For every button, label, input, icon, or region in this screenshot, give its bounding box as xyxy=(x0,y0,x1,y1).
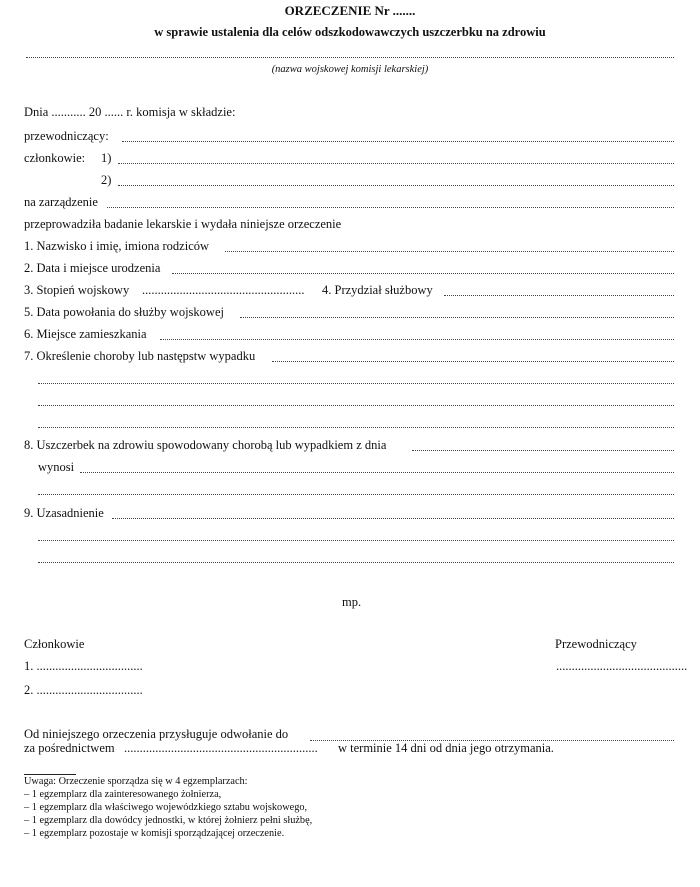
field-4-label: 4. Przydział służbowy xyxy=(322,283,436,298)
note-divider xyxy=(24,774,76,775)
field-8-label: 8. Uszczerbek na zdrowiu spowodowany chorobą lub wypadkiem z dnia xyxy=(24,438,389,453)
members-label: członkowie: xyxy=(24,151,86,165)
document-subtitle: w sprawie ustalenia dla celów odszkodowawczych uszczerbku na zdrowiu xyxy=(154,25,546,39)
field-3-label: 3. Stopień wojskowy xyxy=(24,283,130,297)
intermediary-field[interactable]: .............................................................. xyxy=(124,741,318,755)
injury-date-field[interactable] xyxy=(412,450,674,451)
appeal-line2-start: za pośrednictwem xyxy=(24,741,115,755)
member1-field[interactable] xyxy=(118,163,674,164)
field-6-label: 6. Miejsce zamieszkania xyxy=(24,327,150,342)
assignment-field[interactable] xyxy=(444,295,674,296)
field-2-label: 2. Data i miejsce urodzenia xyxy=(24,261,163,276)
residence-field[interactable] xyxy=(160,339,674,340)
field-1-label: 1. Nazwisko i imię, imiona rodziców xyxy=(24,239,212,254)
member1-signature[interactable]: 1. .................................. xyxy=(24,659,143,673)
service-date-field[interactable] xyxy=(240,317,674,318)
note-item: – 1 egzemplarz dla właściwego wojewódzkiego sztabu wojskowego, xyxy=(24,802,308,813)
illness-field-line4[interactable] xyxy=(38,427,674,428)
justification-field[interactable] xyxy=(112,518,674,519)
commission-name-field[interactable] xyxy=(26,57,674,58)
member1-number: 1) xyxy=(101,151,112,165)
illness-field-line3[interactable] xyxy=(38,405,674,406)
field-9-label: 9. Uzasadnienie xyxy=(24,506,107,521)
chairman-field[interactable] xyxy=(122,141,674,142)
chairman-signature-label: Przewodniczący xyxy=(555,637,637,651)
note-item: – 1 egzemplarz pozostaje w komisji sporządzającej orzeczenie. xyxy=(24,828,285,839)
member2-field[interactable] xyxy=(118,185,674,186)
exam-text: przeprowadziła badanie lekarskie i wydała niniejsze orzeczenie xyxy=(24,217,342,231)
name-field[interactable] xyxy=(225,251,674,252)
commission-caption: (nazwa wojskowej komisji lekarskiej) xyxy=(271,64,429,75)
member2-signature[interactable]: 2. .................................. xyxy=(24,683,143,697)
order-label: na zarządzenie xyxy=(24,195,98,209)
member2-number: 2) xyxy=(101,173,112,187)
order-field[interactable] xyxy=(107,207,674,208)
rank-field[interactable]: .................................................... xyxy=(142,283,305,297)
appeal-line1: Od niniejszego orzeczenia przysługuje odwołanie do xyxy=(24,727,291,742)
stamp-mark: mp. xyxy=(342,595,362,609)
field-7-label: 7. Określenie choroby lub następstw wypadku xyxy=(24,349,258,364)
justification-line2[interactable] xyxy=(38,540,674,541)
birth-field[interactable] xyxy=(172,273,674,274)
appeal-line2-end: w terminie 14 dni od dnia jego otrzymania. xyxy=(338,741,554,755)
justification-line3[interactable] xyxy=(38,562,674,563)
injury-amount-line2[interactable] xyxy=(38,494,674,495)
illness-field[interactable] xyxy=(272,361,674,362)
note-item: – 1 egzemplarz dla dowódcy jednostki, w której żołnierz pełni służbę, xyxy=(24,815,313,826)
illness-field-line2[interactable] xyxy=(38,383,674,384)
field-5-label: 5. Data powołania do służby wojskowej xyxy=(24,305,227,320)
note-heading: Uwaga: Orzeczenie sporządza się w 4 egzemplarzach: xyxy=(24,776,248,787)
members-signature-label: Członkowie xyxy=(24,637,85,651)
date-line: Dnia ........... 20 ...... r. komisja w składzie: xyxy=(24,105,236,119)
note-item: – 1 egzemplarz dla zainteresowanego żołnierza, xyxy=(24,789,222,800)
chairman-label: przewodniczący: xyxy=(24,129,109,143)
document-title: ORZECZENIE Nr ....... xyxy=(284,3,416,18)
injury-amount-label: wynosi xyxy=(38,460,77,475)
chairman-signature[interactable]: .......................................... xyxy=(556,659,688,673)
injury-amount-field[interactable] xyxy=(80,472,674,473)
